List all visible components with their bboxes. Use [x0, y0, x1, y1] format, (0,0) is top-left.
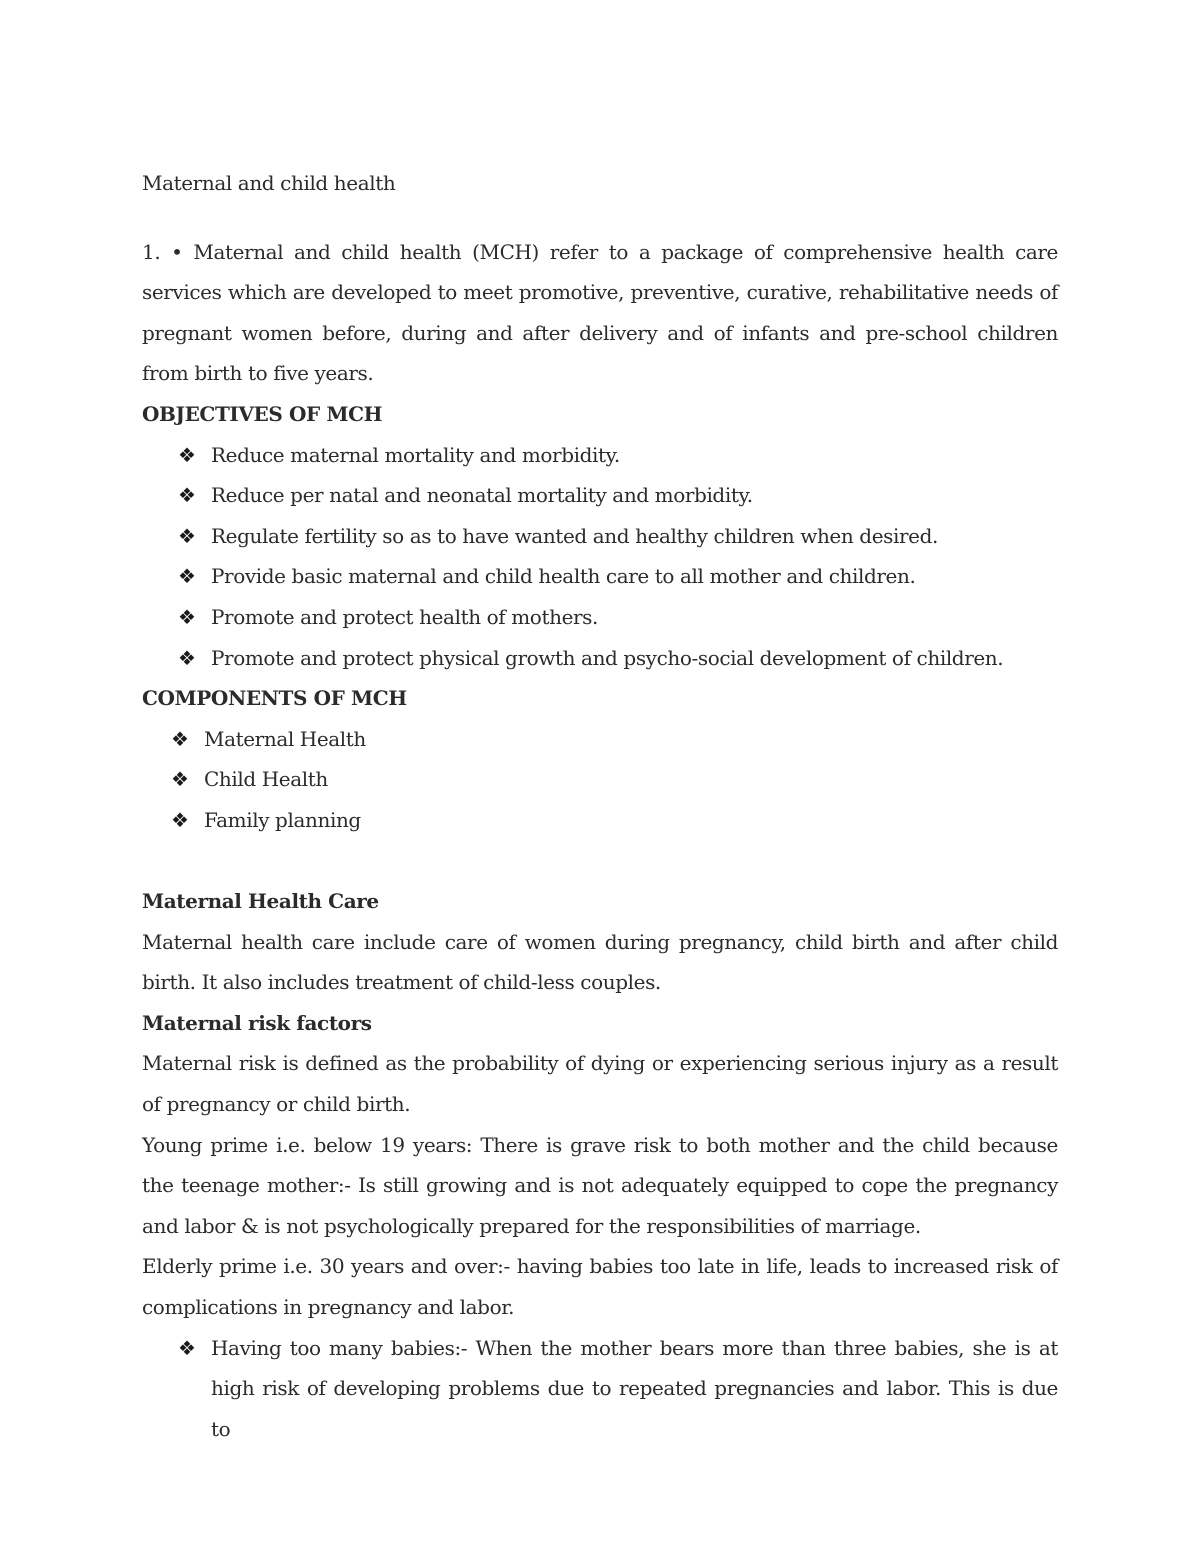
diamond-bullet-icon: ❖: [178, 523, 196, 548]
diamond-bullet-icon: ❖: [171, 807, 189, 832]
diamond-bullet-icon: ❖: [178, 442, 196, 467]
young-prime-paragraph: Young prime i.e. below 19 years: There is grave risk to both mother and the child because the teenage mother:- Is still growing and is not adequately equipped to cope the pregnancy and labor & is not psychologically prepared for the responsibilities of marriage.: [142, 1132, 1058, 1238]
list-item: [142, 435, 1058, 476]
diamond-bullet-icon: ❖: [171, 726, 189, 751]
diamond-bullet-icon: ❖: [178, 1335, 196, 1360]
intro-text: Maternal and child health (MCH) refer to a package of comprehensive health care services which are developed to meet promotive, preventive, curative, rehabilitative needs of pregnant women before, during and after delivery and of infants and pre-school children from birth to five years.: [142, 239, 1058, 386]
intro-bullet: •: [171, 239, 183, 264]
maternal-health-care-heading: Maternal Health Care: [142, 889, 379, 914]
maternal-risk-factors-heading: Maternal risk factors: [142, 1010, 372, 1035]
list-item-text: Family planning: [204, 807, 361, 832]
intro-paragraph: [142, 232, 1058, 394]
components-heading: COMPONENTS OF MCH: [142, 686, 407, 711]
list-item-text: Promote and protect physical growth and psycho-social development of children.: [211, 645, 1004, 670]
diamond-bullet-icon: ❖: [171, 767, 189, 792]
intro-number: 1.: [142, 239, 161, 264]
components-list: [142, 719, 1058, 841]
spacer: [142, 841, 1058, 882]
maternal-risk-definition: Maternal risk is defined as the probability of dying or experiencing serious injury as a result of pregnancy or child birth.: [142, 1051, 1058, 1117]
list-item-text: Child Health: [204, 767, 328, 792]
diamond-bullet-icon: ❖: [178, 564, 196, 589]
list-item-text: Provide basic maternal and child health care to all mother and children.: [211, 564, 916, 589]
elderly-prime-paragraph: Elderly prime i.e. 30 years and over:- having babies too late in life, leads to increased risk of complications in pregnancy and labor.: [142, 1254, 1058, 1320]
list-item: [142, 759, 1058, 800]
objectives-heading: OBJECTIVES OF MCH: [142, 401, 383, 426]
risk-list: [142, 1328, 1058, 1450]
list-item: [142, 1328, 1058, 1450]
document-title: Maternal and child health: [142, 171, 396, 195]
list-item: [142, 597, 1058, 638]
list-item-text: Promote and protect health of mothers.: [211, 604, 598, 629]
list-item-text: Regulate fertility so as to have wanted and healthy children when desired.: [211, 523, 938, 548]
spacer: [142, 204, 1058, 232]
list-item: [142, 556, 1058, 597]
diamond-bullet-icon: ❖: [178, 645, 196, 670]
list-item: [142, 475, 1058, 516]
diamond-bullet-icon: ❖: [178, 604, 196, 629]
document-page: [142, 163, 1058, 1449]
list-item-text: Reduce maternal mortality and morbidity.: [211, 442, 620, 467]
objectives-list: [142, 435, 1058, 679]
maternal-health-care-text: Maternal health care include care of women during pregnancy, child birth and after child birth. It also includes treatment of child-less couples.: [142, 929, 1058, 995]
list-item: [142, 516, 1058, 557]
list-item: [142, 638, 1058, 679]
list-item: [142, 719, 1058, 760]
list-item: [142, 800, 1058, 841]
list-item-text: Reduce per natal and neonatal mortality and morbidity.: [211, 483, 753, 508]
list-item-text: Having too many babies:- When the mother bears more than three babies, she is at high risk of developing problems due to repeated pregnancies and labor. This is due to: [211, 1335, 1058, 1441]
list-item-text: Maternal Health: [204, 726, 366, 751]
diamond-bullet-icon: ❖: [178, 483, 196, 508]
